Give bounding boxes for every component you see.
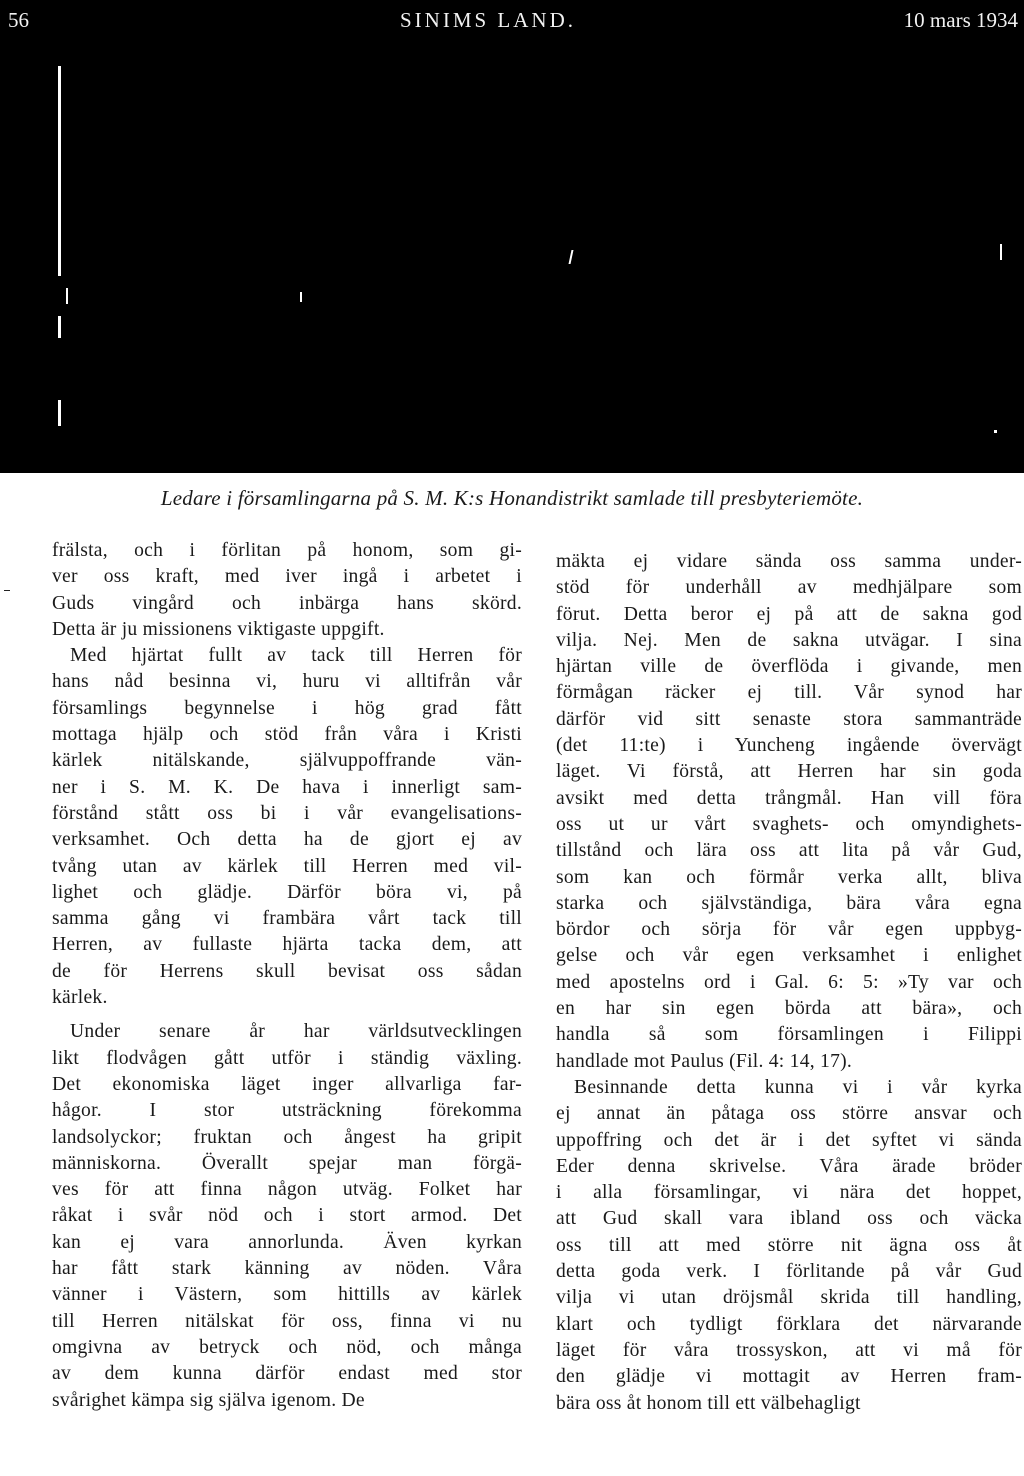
text-line: förmågan räcker ej till. Vår synod har (556, 682, 1022, 704)
text-line: Under senare år har världsutvecklingen (70, 1021, 522, 1043)
text-line: människorna. Överallt spejar man förgä- (52, 1152, 522, 1174)
text-line: uppoffring och det är i det syftet vi sända (556, 1129, 1022, 1151)
text-line: vänner i Västern, som hittills av kärlek (52, 1284, 522, 1306)
photo-scratch-mark (569, 250, 574, 264)
text-line: ej annat än påtaga oss större ansvar och (556, 1103, 1022, 1125)
page-header (0, 0, 1024, 52)
running-title: SINIMS LAND. (400, 8, 577, 32)
text-line: förut. Detta beror ej på att de sakna god (556, 603, 1022, 625)
dark-photograph (0, 52, 1024, 473)
text-line: ner i S. M. K. De hava i innerligt sam- (52, 776, 522, 798)
text-line: hågor. I stor utsträckning förekomma (52, 1100, 522, 1122)
text-line: ver oss kraft, med iver ingå i arbetet i (52, 566, 522, 588)
margin-mark (4, 590, 10, 591)
text-line: kan ej vara annorlunda. Även kyrkan (52, 1231, 522, 1253)
text-line: bördor och sörja för vår egen uppbyg- (556, 919, 1022, 941)
text-line: handla så som församlingen i Filippi (556, 1024, 1022, 1046)
text-line: svårighet kämpa sig själva igenom. De (52, 1389, 365, 1411)
page-number: 56 (8, 8, 29, 32)
left-text-column (52, 538, 522, 1414)
text-line: har fått stark känning av nöden. Våra (52, 1258, 522, 1280)
text-line: lighet och glädje. Därför böra vi, på (52, 881, 522, 903)
text-line: som kan och förmår verka allt, bliva (556, 866, 1022, 888)
photo-scratch-mark (300, 292, 302, 302)
text-line: kärlek nitälskande, självuppoffrande vän- (52, 750, 522, 772)
text-line: mottaga hjälp och stöd från våra i Kristi (52, 724, 522, 746)
text-line: starka och självständiga, bära våra egna (556, 892, 1022, 914)
text-line: (det 11:te) i Yuncheng ingående övervägt (556, 735, 1022, 757)
right-text-column (556, 549, 1022, 1417)
photo-scratch-mark (1000, 244, 1002, 260)
issue-date: 10 mars 1934 (903, 8, 1018, 32)
text-line: stöd för underhåll av medhjälpare som (556, 577, 1022, 599)
text-line: bära oss åt honom till ett välbehagligt (556, 1392, 861, 1414)
text-line: hjärtan ville de överflöda i givande, men (556, 656, 1022, 678)
photo-scratch-mark (58, 66, 61, 276)
paragraph-gap (52, 1011, 522, 1019)
text-line: detta goda verk. I förlitande på vår Gud (556, 1261, 1022, 1283)
text-line: vilja. Nej. Men de sakna utvägar. I sina (556, 629, 1022, 651)
text-line: avsikt med detta trångmål. Han vill föra (556, 787, 1022, 809)
text-line: Med hjärtat fullt av tack till Herren för (70, 645, 522, 667)
text-line: de för Herrens skull bevisat oss sådan (52, 960, 522, 982)
text-line: tvång utan av kärlek till Herren med vil- (52, 855, 522, 877)
text-line: frälsta, och i förlitan på honom, som gi- (52, 540, 522, 561)
text-line: med apostelns ord i Gal. 6: 5: »Ty var och (556, 971, 1022, 993)
text-line: oss ut ur vårt svaghets- och omyndighets- (556, 813, 1022, 835)
text-line: omgivna av betryck och nöd, och många (52, 1336, 522, 1358)
text-line: hans nåd besinna vi, huru vi alltifrån vår (52, 671, 522, 693)
text-line: läget. Vi förstå, att Herren har sin goda (556, 761, 1022, 783)
text-line: oss till att med större nit ägna oss åt (556, 1234, 1022, 1256)
text-line: en har sin egen börda att bära», och (556, 998, 1022, 1020)
text-line: den glädje vi mottagit av Herren fram- (556, 1366, 1022, 1388)
text-line: att Gud skall vara ibland oss och väcka (556, 1208, 1022, 1230)
text-line: församlings begynnelse i hög grad fått (52, 697, 522, 719)
text-line: av dem kunna därför endast med stor (52, 1363, 522, 1385)
text-line: förstånd stått oss bi i vår evangelisations- (52, 802, 522, 824)
text-line: landsolyckor; fruktan och ångest ha gripit (52, 1126, 522, 1148)
text-line: Guds vingård och inbärga hans skörd. (52, 592, 522, 614)
text-line: mäkta ej vidare sända oss samma under- (556, 551, 1022, 572)
photo-scratch-mark (66, 288, 68, 304)
text-line: samma gång vi frambära vårt tack till (52, 908, 522, 930)
text-line: läget för våra trossyskon, att vi må för (556, 1339, 1022, 1361)
photo-scratch-mark (994, 430, 997, 433)
text-line: gelse och vår egen verksamhet i enlighet (556, 945, 1022, 967)
photo-scratch-mark (58, 316, 61, 338)
text-line: råkat i svår nöd och i stort armod. Det (52, 1205, 522, 1227)
text-line: därför vid sitt senaste stora sammanträde (556, 708, 1022, 730)
text-line: till Herren nitälskat för oss, finna vi nu (52, 1310, 522, 1332)
text-line: tillstånd och lära oss att lita på vår Gud, (556, 840, 1022, 862)
text-line: kärlek. (52, 987, 108, 1009)
text-line: handlade mot Paulus (Fil. 4: 14, 17). (556, 1050, 853, 1072)
text-line: i alla församlingar, vi nära det hoppet, (556, 1182, 1022, 1204)
text-line: Det ekonomiska läget inger allvarliga far- (52, 1073, 522, 1095)
text-line: Eder denna skrivelse. Våra ärade bröder (556, 1155, 1022, 1177)
text-line: ves för att finna någon utväg. Folket har (52, 1179, 522, 1201)
photo-scratch-mark (58, 400, 61, 426)
photo-caption: Ledare i församlingarna på S. M. K:s Honandistrikt samlade till presbyteriemöte. (160, 486, 864, 510)
text-line: Herren, av fullaste hjärta tacka dem, att (52, 934, 522, 956)
text-line: verksamhet. Och detta ha de gjort ej av (52, 829, 522, 851)
text-line: Detta är ju missionens viktigaste uppgift. (52, 618, 385, 640)
text-line: klart och tydligt förklara det närvarande (556, 1313, 1022, 1335)
text-line: vilja vi utan dröjsmål skrida till handling, (556, 1287, 1022, 1309)
text-line: likt flodvågen gått utför i ständig växling. (52, 1047, 522, 1069)
text-line: Besinnande detta kunna vi i vår kyrka (574, 1076, 1022, 1098)
